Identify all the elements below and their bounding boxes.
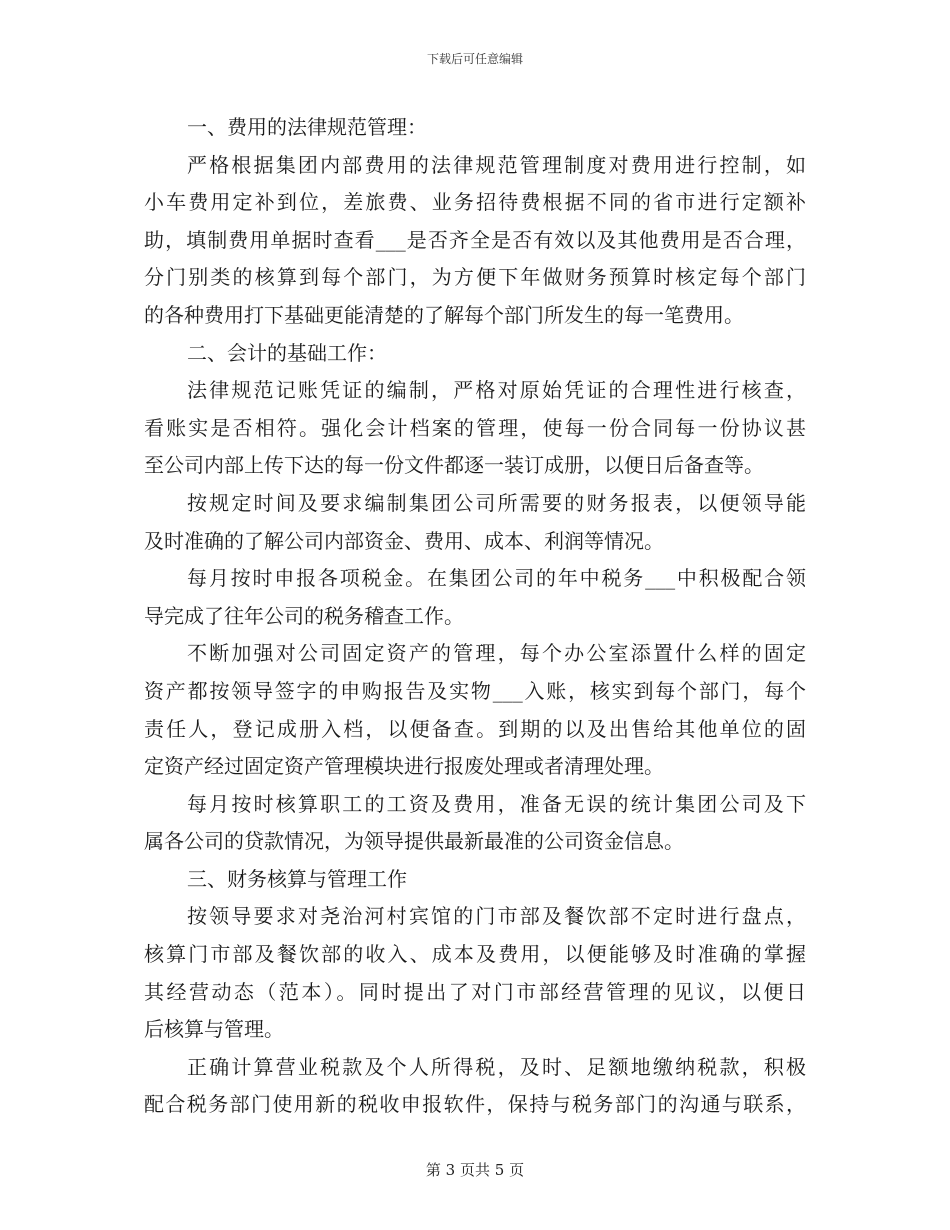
paragraph-line: 导完成了往年公司的税务稽查工作。 [144, 603, 464, 628]
paragraph-line: 每月按时核算职工的工资及费用，准备无误的统计集团公司及下 [187, 791, 806, 816]
section-heading-2: 二、会计的基础工作： [187, 340, 387, 365]
section-heading-3: 三、财务核算与管理工作 [187, 866, 407, 891]
paragraph-line: 属各公司的贷款情况，为领导提供最新最准的公司资金信息。 [144, 829, 684, 854]
paragraph-line: 每月按时申报各项税金。在集团公司的年中税务___中积极配合领 [187, 566, 806, 591]
paragraph-line: 责任人，登记成册入档，以便备查。到期的以及出售给其他单位的固 [144, 716, 806, 741]
paragraph-line: 按规定时间及要求编制集团公司所需要的财务报表，以便领导能 [187, 490, 806, 515]
paragraph-line: 的各种费用打下基础更能清楚的了解每个部门所发生的每一笔费用。 [144, 302, 744, 327]
paragraph-line: 小车费用定补到位，差旅费、业务招待费根据不同的省市进行定额补 [144, 190, 806, 215]
paragraph-line: 核算门市部及餐饮部的收入、成本及费用，以便能够及时准确的掌握 [144, 942, 806, 967]
paragraph-line: 按领导要求对尧治河村宾馆的门市部及餐饮部不定时进行盘点， [187, 904, 806, 929]
paragraph-line: 及时准确的了解公司内部资金、费用、成本、利润等情况。 [144, 528, 664, 553]
paragraph-line: 看账实是否相符。强化会计档案的管理，使每一份合同每一份协议甚 [144, 415, 806, 440]
paragraph-line: 其经营动态（范本）。同时提出了对门市部经营管理的见议，以便日 [144, 979, 806, 1004]
paragraph-line: 配合税务部门使用新的税收申报软件，保持与税务部门的沟通与联系， [144, 1092, 806, 1117]
section-heading-1: 一、费用的法律规范管理： [187, 115, 427, 139]
paragraph-line: 严格根据集团内部费用的法律规范管理制度对费用进行控制，如 [187, 152, 806, 177]
page-number: 第 3 页共 5 页 [425, 1161, 525, 1179]
paragraph-line: 资产都按领导签字的申购报告及实物___入账，核实到每个部门，每个 [144, 678, 806, 703]
document-body [144, 109, 806, 1124]
paragraph-line: 定资产经过固定资产管理模块进行报废处理或者清理处理。 [144, 754, 664, 779]
paragraph-line: 后核算与管理。 [144, 1017, 284, 1042]
paragraph-line: 至公司内部上传下达的每一份文件都逐一装订成册，以便日后备查等。 [144, 453, 764, 478]
paragraph-line: 正确计算营业税款及个人所得税，及时、足额地缴纳税款，积极 [187, 1054, 806, 1079]
paragraph-line: 不断加强对公司固定资产的管理，每个办公室添置什么样的固定 [187, 641, 806, 666]
paragraph-line: 法律规范记账凭证的编制，严格对原始凭证的合理性进行核查， [187, 378, 806, 403]
paragraph-line: 分门别类的核算到每个部门，为方便下年做财务预算时核定每个部门 [144, 265, 806, 290]
paragraph-line: 助，填制费用单据时查看___是否齐全是否有效以及其他费用是否合理， [144, 227, 806, 252]
page-header-note: 下载后可任意编辑 [426, 52, 523, 66]
